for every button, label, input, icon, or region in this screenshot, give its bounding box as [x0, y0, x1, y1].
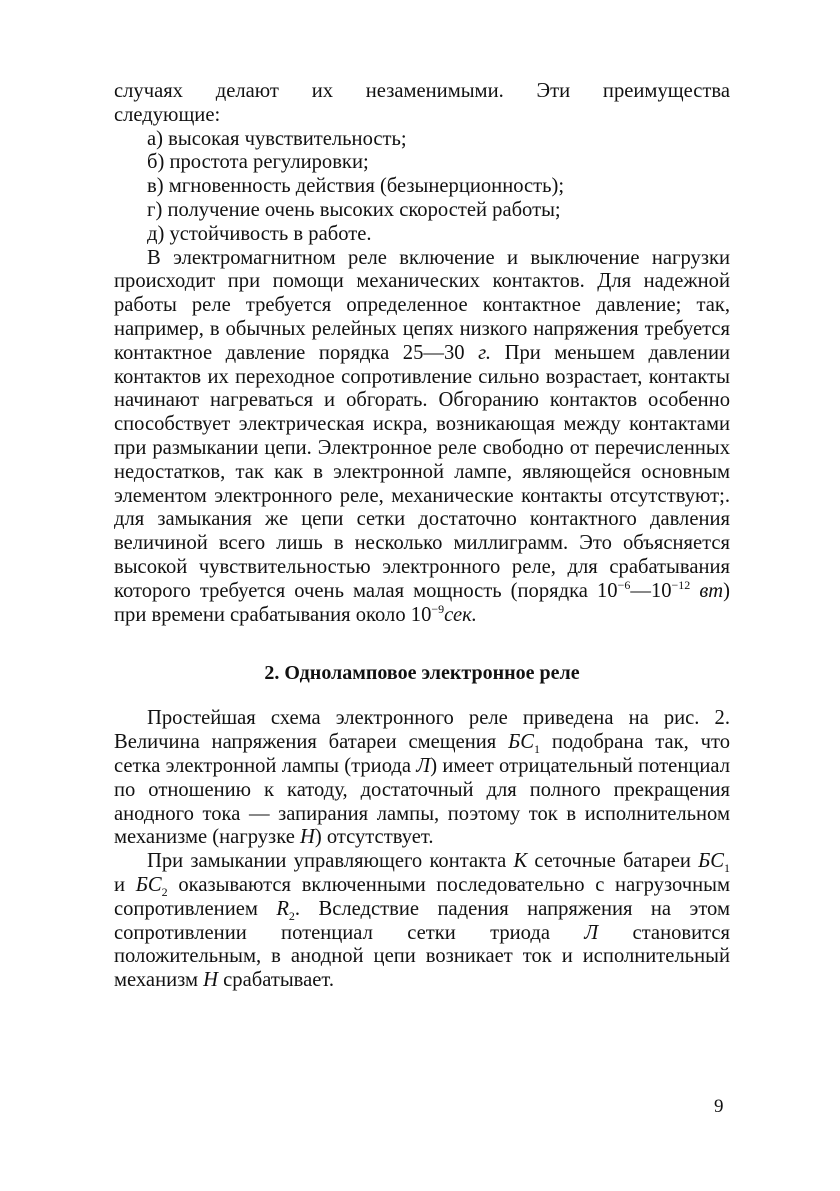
para3-t6: становится положительным, в анодной цепи возникает ток и исполнительный механизм: [114, 921, 731, 992]
symbol-bs1: БС: [698, 850, 724, 873]
symbol-r: R: [276, 897, 289, 920]
para3-t2: сеточные батареи: [527, 850, 699, 873]
exponent-3: −9: [431, 601, 445, 616]
unit-watt: вт: [699, 579, 724, 602]
list-item: в) мгновенность действия (безынерционность);: [147, 175, 565, 198]
para3-t7: срабатывает.: [218, 969, 334, 992]
exponent-1: −6: [617, 577, 631, 592]
para3-t5: . Вследствие падения напряжения на этом сопротивлении потенциал сетки триода: [114, 897, 730, 944]
intro-paragraph-end: [114, 104, 730, 128]
symbol-n: Н: [299, 826, 315, 849]
unit-second: сек.: [444, 603, 477, 626]
section-heading: 2. Одноламповое электронное реле: [264, 662, 580, 685]
document-page: [114, 80, 730, 993]
para1-text: В электромагнитном реле включение и выключение нагрузки происходит при помощи механических контактов. Для надежной работы реле требуется определенное контактное давление; так, например, в обычных релейных цепях низкого напряжения требуется контактное давление порядка 25—30: [114, 246, 730, 364]
intro-paragraph: [114, 80, 730, 104]
subscript-1: 1: [534, 742, 540, 757]
page-number: 9: [714, 1096, 724, 1117]
list-item: г) получение очень высоких скоростей работы;: [147, 198, 561, 221]
subscript-2: 2: [288, 908, 295, 923]
symbol-k: К: [513, 850, 528, 873]
para3-t3: и: [114, 873, 136, 896]
para2-t2: подобрана так, что сетка электронной лампы (триода: [114, 731, 731, 777]
paragraph-electromagnetic-relay: [114, 247, 730, 628]
para1-text3: ) при времени срабатывания около 10: [114, 579, 731, 626]
para1-text2: При меньшем давлении контактов их переходное сопротивление сильно возрастает, контакты начинают нагреваться и обгорать. Обгоранию контактов особенно способствует электрическая искра, возникающая между контактами при размыкании цепи. Электронное реле свободно от перечисленных недостатков, так как в электронной лампе, являющейся основным элементом электронного реле, механические контакты отсутствуют;. для замыкания же цепи сетки достаточно контактного давления величиной всего лишь в несколько миллиграмм. Это объясняется высокой чувствительностью электронного реле, для срабатывания которого требуется очень малая мощность (порядка 10: [114, 341, 730, 602]
list-item: б) простота регулировки;: [147, 151, 369, 174]
advantages-list: [114, 128, 730, 247]
symbol-n: Н: [203, 969, 219, 992]
symbol-bs: БС: [508, 731, 534, 754]
paragraph-contact-closing: [114, 850, 730, 993]
para3-t1: При замыкании управляющего контакта: [147, 850, 514, 873]
para2-t1: Простейшая схема электронного реле приведена на рис. 2. Величина напряжения батареи смещения: [114, 707, 730, 754]
symbol-l: Л: [416, 754, 431, 777]
symbol-bs2: БС: [135, 873, 162, 896]
list-item: д) устойчивость в работе.: [147, 222, 372, 245]
list-item: а) высокая чувствительность;: [147, 127, 407, 150]
subscript-1: 1: [724, 861, 730, 876]
intro-line-2: следующие:: [114, 103, 221, 126]
para2-t4: ) отсутствует.: [314, 826, 434, 849]
para2-t3: ) имеет отрицательный потенциал по отношению к катоду, достаточный для полного прекращения анодного тока — запирания лампы, поэтому ток в исполнительном механизме (нагрузке: [114, 754, 730, 849]
paragraph-simple-circuit: [114, 707, 730, 850]
unit-gram: г.: [478, 341, 492, 364]
intro-line-1: случаях делают их незаменимыми. Эти преимущества: [114, 80, 730, 102]
symbol-l: Л: [584, 921, 599, 944]
exponent-2: −12: [671, 577, 691, 592]
subscript-2: 2: [161, 885, 168, 900]
para1-dash: —10: [630, 579, 672, 602]
para3-t4: оказываются включенными последовательно с нагрузочным сопротивлением: [114, 873, 731, 920]
